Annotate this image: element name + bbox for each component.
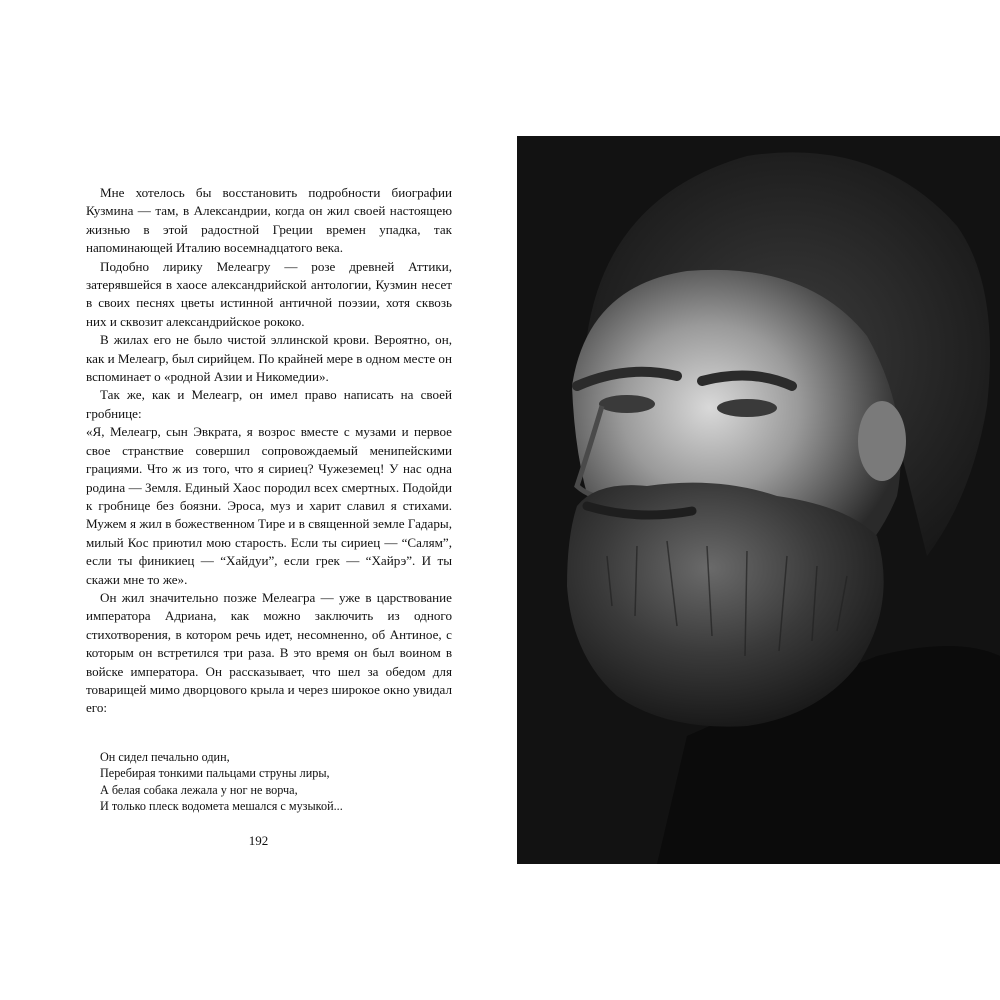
left-page	[0, 136, 517, 864]
paragraph: Мне хотелось бы восстановить подробности биографии Кузмина — там, в Александрии, когда он жил своей настоящею жизнью в этой радостной Греции времен упадка, так напоминающей Италию восемнадцатого века.	[86, 185, 452, 256]
paragraph: Подобно лирику Мелеагру — розе древней Аттики, затерявшейся в хаосе александрийской антологии, Кузмин несет в своих песнях цветы истинной античной поэзии, хотя сквозь них и сквозит александрийское рококо.	[86, 258, 452, 329]
poem-line: А белая собака лежала у ног не ворча,	[100, 782, 298, 797]
poem-line: Перебирая тонкими пальцами струны лиры,	[100, 766, 330, 781]
page-number: 192	[248, 833, 269, 848]
book-spread	[0, 136, 1000, 864]
body-text	[86, 184, 452, 718]
paragraph: Он жил значительно позже Мелеагра — уже в царствование императора Адриана, как можно заключить из одного стихотворения, в котором речь идет, несомненно, об Антиное, с которым он встретился три раза. В это время он был воином в войске императора. Он рассказывает, что шел за обедом для товарищей мимо дворцового крыла и через широкое окно увидал его:	[86, 589, 452, 716]
poem-line: Он сидел печально один,	[100, 750, 230, 764]
portrait-photo	[517, 136, 1000, 864]
poem-line: И только плеск водомета мешался с музыкой...	[100, 799, 343, 814]
portrait-photo-icon	[517, 136, 1000, 864]
paragraph: Так же, как и Мелеагр, он имел право написать на своей гробнице:	[86, 387, 452, 421]
paragraph: В жилах его не было чистой эллинской крови. Вероятно, он, как и Мелеагр, был сирийцем. По крайней мере в одном месте он вспоминает о «родной Азии и Никомедии».	[86, 332, 452, 385]
poem-excerpt	[100, 749, 430, 815]
epitaph-quote: «Я, Мелеагр, сын Эвкрата, я возрос вместе с музами и первое свое странствие совершил сопровождаемый менипейскими грациями. Что ж из того, что я сириец? Чужеземец! У нас одна родина — Земля. Единый Хаос породил всех смертных. Подойди к гробнице без боязни. Эроса, муз и харит славил я стихами. Мужем я жил в божественном Тире и в священной земле Гадары, милый Кос приютил мою старость. Если ты сириец — “Салям”, если ты финикиец — “Хайдуи”, если грек — “Хайрэ”. И ты скажи мне то же».	[86, 424, 452, 587]
